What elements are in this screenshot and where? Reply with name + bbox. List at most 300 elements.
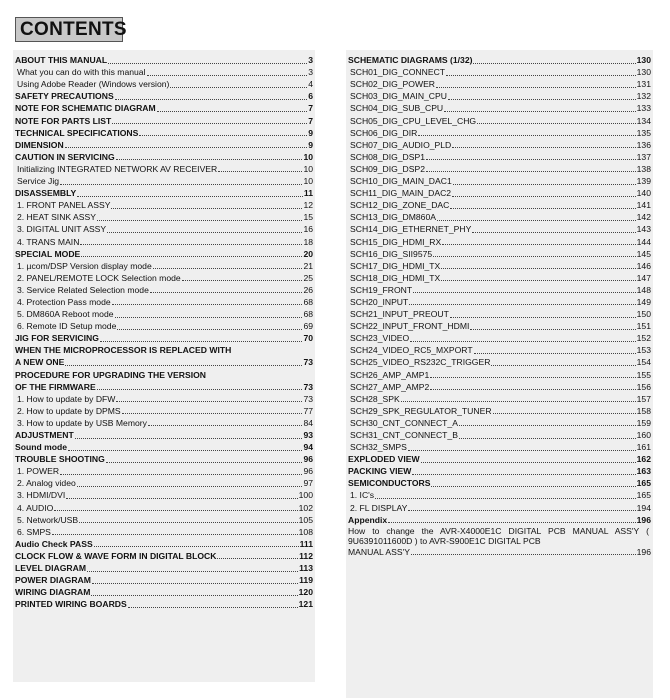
toc-entry-title: SCH31_CNT_CONNECT_B [350,430,458,440]
toc-entry[interactable] [15,284,313,296]
toc-entry[interactable] [15,417,313,429]
toc-leader-dots [470,329,635,330]
toc-page-number: 130 [636,67,651,78]
toc-entry-title: A NEW ONE [15,357,65,368]
toc-entry-title: SCH21_INPUT_PREOUT [350,309,449,320]
toc-leader-dots [115,99,308,100]
toc-entry-title: SCH28_SPK [350,393,400,404]
toc-page-number: 158 [636,405,651,416]
toc-leader-dots [79,522,298,523]
toc-entry[interactable] [348,441,651,453]
toc-leader-dots [452,196,636,197]
toc-entry[interactable] [348,139,651,151]
toc-leader-dots [442,244,635,245]
toc-entry-title: SCH22_INPUT_FRONT_HDMI [350,321,470,332]
toc-page-number: 119 [299,575,313,586]
toc-entry-title: NOTE FOR PARTS LIST [15,115,112,126]
toc-page-number: 20 [303,248,313,259]
toc-page-number: 9 [308,127,313,138]
toc-entry-title: SCH24_VIDEO_RC5_MXPORT [350,345,473,356]
toc-page-number: 130 [636,55,651,66]
toc-entry-title: SCH25_VIDEO_RS232C_TRIGGER [350,357,491,368]
toc-entry[interactable] [15,308,313,320]
toc-leader-dots [107,232,302,233]
toc-entry-title: Appendix [348,514,388,525]
toc-entry[interactable] [348,296,651,308]
toc-page-number: 7 [308,103,313,114]
toc-leader-dots [441,280,635,281]
toc-page-number: 93 [303,430,313,440]
toc-leader-dots [452,147,635,148]
toc-entry-title: TECHNICAL SPECIFICATIONS [15,127,139,138]
toc-leader-dots [446,75,636,76]
toc-entry-title: 5. DM860A Reboot mode [17,309,114,320]
toc-entry[interactable] [15,344,313,356]
toc-entry[interactable] [15,586,313,598]
toc-entry-title: SCH26_AMP_AMP1 [350,369,430,380]
toc-leader-dots [77,196,303,197]
toc-leader-dots [54,510,297,511]
toc-page-number: 163 [636,466,651,477]
toc-entry-title: 2. PANEL/REMOTE LOCK Selection mode [17,272,181,283]
toc-entry-title: SCH12_DIG_ZONE_DAC [350,200,450,211]
toc-entry-title: ADJUSTMENT [15,430,74,440]
toc-entry-title: LEVEL DIAGRAM [15,563,86,574]
toc-entry[interactable] [348,320,651,332]
toc-leader-dots [218,171,302,172]
toc-leader-dots [421,462,636,463]
toc-page-number: 113 [299,563,313,574]
toc-leader-dots [68,450,302,451]
appendix-page-number: 196 [636,546,651,557]
toc-page-number: 139 [636,176,651,187]
toc-page-number: 26 [303,284,313,295]
toc-page-number: 140 [636,188,651,199]
toc-page-number: 159 [636,417,651,428]
toc-entry-title: SCH27_AMP_AMP2 [350,381,430,392]
toc-entry-title: SCH03_DIG_MAIN_CPU [350,91,447,102]
toc-page-number: 21 [303,260,313,271]
toc-entry[interactable] [15,465,313,477]
toc-entry[interactable] [348,114,651,126]
toc-leader-dots [412,474,635,475]
toc-leader-dots [375,498,636,499]
toc-entry[interactable] [15,211,313,223]
toc-leader-dots [426,159,636,160]
toc-leader-dots [409,304,635,305]
toc-entry[interactable] [15,526,313,538]
toc-entry[interactable] [348,368,651,380]
toc-leader-dots [77,486,303,487]
toc-entry[interactable] [15,66,313,78]
toc-entry-title: SCHEMATIC DIAGRAMS (1/32) [348,55,473,66]
toc-entry[interactable] [15,163,313,175]
toc-page-number: 142 [636,212,651,223]
toc-entry[interactable] [348,405,651,417]
toc-entry[interactable] [348,151,651,163]
toc-page-number: 102 [298,502,313,513]
toc-entry-title: 6. SMPS [17,526,51,537]
toc-leader-dots [450,317,636,318]
toc-entry-title: 2. HEAT SINK ASSY [17,212,96,223]
toc-leader-dots [100,341,303,342]
toc-entry[interactable] [15,405,313,417]
toc-entry-title: 3. Service Related Selection mode [17,284,149,295]
toc-entry-title: CAUTION IN SERVICING [15,151,115,162]
toc-entry[interactable] [348,187,651,199]
toc-entry[interactable] [15,501,313,513]
toc-entry-title: PRINTED WIRING BOARDS [15,599,127,610]
toc-leader-dots [493,413,636,414]
toc-page-number: 97 [303,478,313,489]
toc-entry-title: WIRING DIAGRAM [15,587,91,598]
toc-page-number: 15 [303,212,313,223]
toc-entry-title: JIG FOR SERVICING [15,333,99,344]
toc-entry[interactable] [348,78,651,90]
toc-page-number: 10 [303,151,313,162]
toc-page-number: 160 [636,430,651,440]
toc-entry[interactable] [15,368,313,380]
toc-leader-dots [430,377,635,378]
toc-entry-title: PROCEDURE FOR UPGRADING THE VERSION [15,369,206,380]
toc-page-number: 150 [636,309,651,320]
toc-leader-dots [431,486,635,487]
toc-entry[interactable] [15,78,313,90]
toc-entry-title: SCH20_INPUT [350,296,409,307]
toc-leader-dots [115,317,303,318]
toc-page-number: 3 [308,55,313,66]
toc-page-number: 138 [636,163,651,174]
toc-right-rows [348,54,651,526]
toc-entry[interactable] [348,211,651,223]
toc-page-number: 136 [636,139,651,150]
toc-page-number: 131 [636,79,651,90]
toc-entry[interactable] [15,453,313,465]
toc-entry-title: POWER DIAGRAM [15,575,91,586]
toc-leader-dots [182,280,303,281]
toc-entry-title: SCH04_DIG_SUB_CPU [350,103,444,114]
toc-entry-title: PACKING VIEW [348,466,412,477]
toc-page-number: 135 [636,127,651,138]
toc-page-number: 100 [298,490,313,501]
toc-entry[interactable] [15,550,313,562]
toc-entry[interactable] [348,453,651,465]
toc-entry-title: SCH16_DIG_SII9575 [350,248,433,259]
toc-leader-dots [52,534,298,535]
toc-entry-title: TROUBLE SHOOTING [15,454,105,465]
toc-page-number: 12 [303,200,313,211]
toc-leader-dots [60,474,302,475]
toc-leader-dots [436,87,636,88]
toc-leader-dots [117,329,302,330]
toc-page-number: 6 [308,91,313,102]
toc-leader-dots [153,268,303,269]
toc-leader-dots [150,292,303,293]
toc-leader-dots [87,571,298,572]
toc-entry-title: 3. HDMI/DVI [17,490,66,501]
toc-page-number: 132 [636,91,651,102]
toc-entry[interactable] [348,66,651,78]
toc-entry[interactable] [348,381,651,393]
toc-entry[interactable] [15,114,313,126]
toc-page-number: 196 [636,514,651,525]
toc-leader-dots [108,63,307,64]
toc-leader-dots [75,438,303,439]
toc-page-number: 84 [303,417,313,428]
toc-page-number: 96 [303,466,313,477]
toc-page-number: 96 [303,454,313,465]
toc-entry-title: 1. IC's [350,490,375,501]
toc-entry-title: SCH11_DIG_MAIN_DAC2 [350,188,452,199]
toc-entry[interactable] [15,332,313,344]
toc-entry-title: SCH10_DIG_MAIN_DAC1 [350,176,452,187]
toc-leader-dots [217,558,298,559]
toc-page-number: 111 [299,538,313,549]
toc-entry-title: SCH29_SPK_REGULATOR_TUNER [350,405,492,416]
toc-entry[interactable] [348,356,651,368]
toc-leader-dots [474,353,636,354]
toc-entry-title: 2. Analog video [17,478,76,489]
toc-page-number: 69 [303,321,313,332]
toc-leader-dots [122,413,303,414]
toc-entry-title: 3. DIGITAL UNIT ASSY [17,224,107,235]
toc-entry[interactable] [15,90,313,102]
toc-leader-dots [459,425,636,426]
toc-leader-dots [430,389,635,390]
toc-leader-dots [66,498,297,499]
toc-entry[interactable] [348,54,651,66]
toc-leader-dots [426,171,636,172]
toc-entry[interactable] [348,272,651,284]
toc-entry[interactable] [15,393,313,405]
toc-entry-title: SCH13_DIG_DM860A [350,212,436,223]
toc-page-number: 18 [303,236,313,247]
toc-page-number: 153 [636,345,651,356]
toc-page-number: 156 [636,381,651,392]
toc-entry[interactable] [15,272,313,284]
toc-entry[interactable] [348,175,651,187]
toc-entry[interactable] [348,393,651,405]
toc-page-number: 10 [303,163,313,174]
toc-page-number: 68 [303,309,313,320]
toc-entry[interactable] [15,187,313,199]
toc-leader-dots [65,147,308,148]
toc-leader-dots [473,63,635,64]
toc-entry-title: ABOUT THIS MANUAL [15,55,108,66]
toc-entry[interactable] [15,127,313,139]
toc-page-number: 112 [299,550,313,561]
toc-leader-dots [433,256,635,257]
toc-entry-title: 6. Remote ID Setup mode [17,321,117,332]
toc-leader-dots [491,365,635,366]
toc-page-number: 147 [636,272,651,283]
toc-entry[interactable] [348,344,651,356]
toc-leader-dots [80,244,302,245]
toc-page-number: 137 [636,151,651,162]
toc-entry[interactable] [15,248,313,260]
toc-leader-dots [472,232,635,233]
toc-entry[interactable] [348,308,651,320]
toc-entry-title: 4. AUDIO [17,502,54,513]
toc-entry-title: EXPLODED VIEW [348,454,420,465]
toc-leader-dots [147,75,308,76]
toc-page-number: 151 [636,321,651,332]
toc-page-number: 3 [308,67,313,78]
toc-entry-title: 4. TRANS MAIN [17,236,80,247]
toc-entry[interactable] [15,429,313,441]
toc-leader-dots [448,99,636,100]
toc-entry[interactable] [15,441,313,453]
toc-entry[interactable] [15,574,313,586]
toc-entry[interactable] [348,417,651,429]
toc-page-number: 77 [303,405,313,416]
toc-entry-title: NOTE FOR SCHEMATIC DIAGRAM [15,103,156,114]
toc-entry[interactable] [15,538,313,550]
toc-page-number: 155 [636,369,651,380]
toc-page-number: 68 [303,296,313,307]
toc-entry[interactable] [15,199,313,211]
toc-entry[interactable] [348,514,651,526]
toc-leader-dots [94,546,299,547]
toc-page-number: 143 [636,224,651,235]
toc-entry-title: Using Adobe Reader (Windows version) [17,79,170,90]
toc-entry[interactable] [15,477,313,489]
toc-entry[interactable] [15,296,313,308]
toc-entry-title: CLOCK FLOW & WAVE FORM IN DIGITAL BLOCK [15,550,217,561]
toc-entry[interactable] [15,223,313,235]
toc-entry[interactable] [348,199,651,211]
toc-page-number: 165 [636,490,651,501]
toc-page-number: 141 [636,200,651,211]
toc-page-number: 11 [303,188,313,199]
toc-entry[interactable] [348,489,651,501]
toc-page-number: 9 [308,139,313,150]
toc-entry[interactable] [348,235,651,247]
toc-entry-title: SCH23_VIDEO [350,333,410,344]
toc-entry-title: SCH01_DIG_CONNECT [350,67,446,78]
toc-leader-dots [477,123,636,124]
toc-entry-title: 1. FRONT PANEL ASSY [17,200,111,211]
toc-entry[interactable] [15,598,313,610]
toc-entry-title: WHEN THE MICROPROCESSOR IS REPLACED WITH [15,345,232,356]
toc-page-number: 145 [636,248,651,259]
toc-page-number: 161 [636,442,651,453]
appendix-end-text: MANUAL ASS'Y [348,546,410,557]
toc-leader-dots [106,462,303,463]
toc-entry[interactable] [15,54,313,66]
toc-leader-dots [157,111,308,112]
toc-entry-title: SCH09_DIG_DSP2 [350,163,425,174]
appendix-description-end [348,547,651,558]
toc-entry-title: 5. Network/USB [17,514,79,525]
toc-entry[interactable] [15,320,313,332]
toc-leader-dots [411,554,636,555]
toc-entry-title: SCH32_SMPS [350,442,407,453]
toc-page-number: 4 [308,79,313,90]
toc-entry-title: SCH06_DIG_DIR [350,127,418,138]
toc-leader-dots [170,87,307,88]
toc-entry-title: SCH02_DIG_POWER [350,79,436,90]
toc-entry[interactable] [15,489,313,501]
toc-page-number: 25 [303,272,313,283]
toc-leader-dots [437,220,636,221]
toc-entry[interactable] [348,477,651,489]
toc-leader-dots [111,208,302,209]
toc-page-number: 144 [636,236,651,247]
toc-leader-dots [408,510,635,511]
toc-entry[interactable] [348,284,651,296]
toc-leader-dots [112,123,307,124]
toc-entry-title: SAFETY PRECAUTIONS [15,91,114,102]
toc-entry[interactable] [15,235,313,247]
toc-entry[interactable] [348,223,651,235]
toc-entry[interactable] [348,332,651,344]
toc-page-number: 194 [636,502,651,513]
toc-entry[interactable] [348,90,651,102]
toc-leader-dots [112,304,303,305]
toc-leader-dots [459,438,636,439]
toc-entry[interactable] [348,127,651,139]
toc-entry[interactable] [348,163,651,175]
toc-entry[interactable] [348,102,651,114]
toc-page-number: 154 [636,357,651,368]
toc-entry[interactable] [15,356,313,368]
toc-leader-dots [139,135,307,136]
toc-entry[interactable] [15,175,313,187]
toc-page-number: 7 [308,115,313,126]
toc-right-column [346,50,653,698]
toc-entry[interactable] [348,260,651,272]
toc-entry-title: SCH17_DIG_HDMI_TX [350,260,441,271]
toc-leader-dots [408,450,636,451]
toc-page-number: 73 [303,381,313,392]
toc-left-column [13,50,315,682]
toc-leader-dots [453,184,636,185]
toc-entry[interactable] [15,562,313,574]
toc-leader-dots [91,595,297,596]
toc-entry[interactable] [15,381,313,393]
toc-leader-dots [148,425,303,426]
toc-leader-dots [388,522,636,523]
toc-entry[interactable] [348,429,651,441]
toc-entry[interactable] [348,465,651,477]
toc-entry[interactable] [15,139,313,151]
toc-entry-title: 2. How to update by DPMS [17,405,121,416]
toc-entry-title: 2. FL DISPLAY [350,502,408,513]
toc-entry[interactable] [15,260,313,272]
toc-entry-title: SCH30_CNT_CONNECT_A [350,417,458,428]
toc-entry[interactable] [15,514,313,526]
toc-leader-dots [444,111,636,112]
toc-entry-title: SCH07_DIG_AUDIO_PLD [350,139,452,150]
toc-entry-title: 3. How to update by USB Memory [17,417,147,428]
toc-page-number: 134 [636,115,651,126]
toc-leader-dots [410,341,635,342]
toc-page-number: 73 [303,393,313,404]
toc-entry-title: SEMICONDUCTORS [348,478,431,489]
toc-entry[interactable] [15,151,313,163]
toc-page-number: 10 [303,176,313,187]
toc-entry-title: Audio Check PASS [15,538,93,549]
toc-page-number: 105 [298,514,313,525]
toc-entry[interactable] [15,102,313,114]
toc-entry-title: SCH18_DIG_HDMI_TX [350,272,441,283]
toc-entry[interactable] [348,501,651,513]
toc-entry-title: SPECIAL MODE [15,248,81,259]
toc-entry[interactable] [348,248,651,260]
page-title: CONTENTS [15,17,123,42]
toc-page-number: 94 [303,442,313,453]
